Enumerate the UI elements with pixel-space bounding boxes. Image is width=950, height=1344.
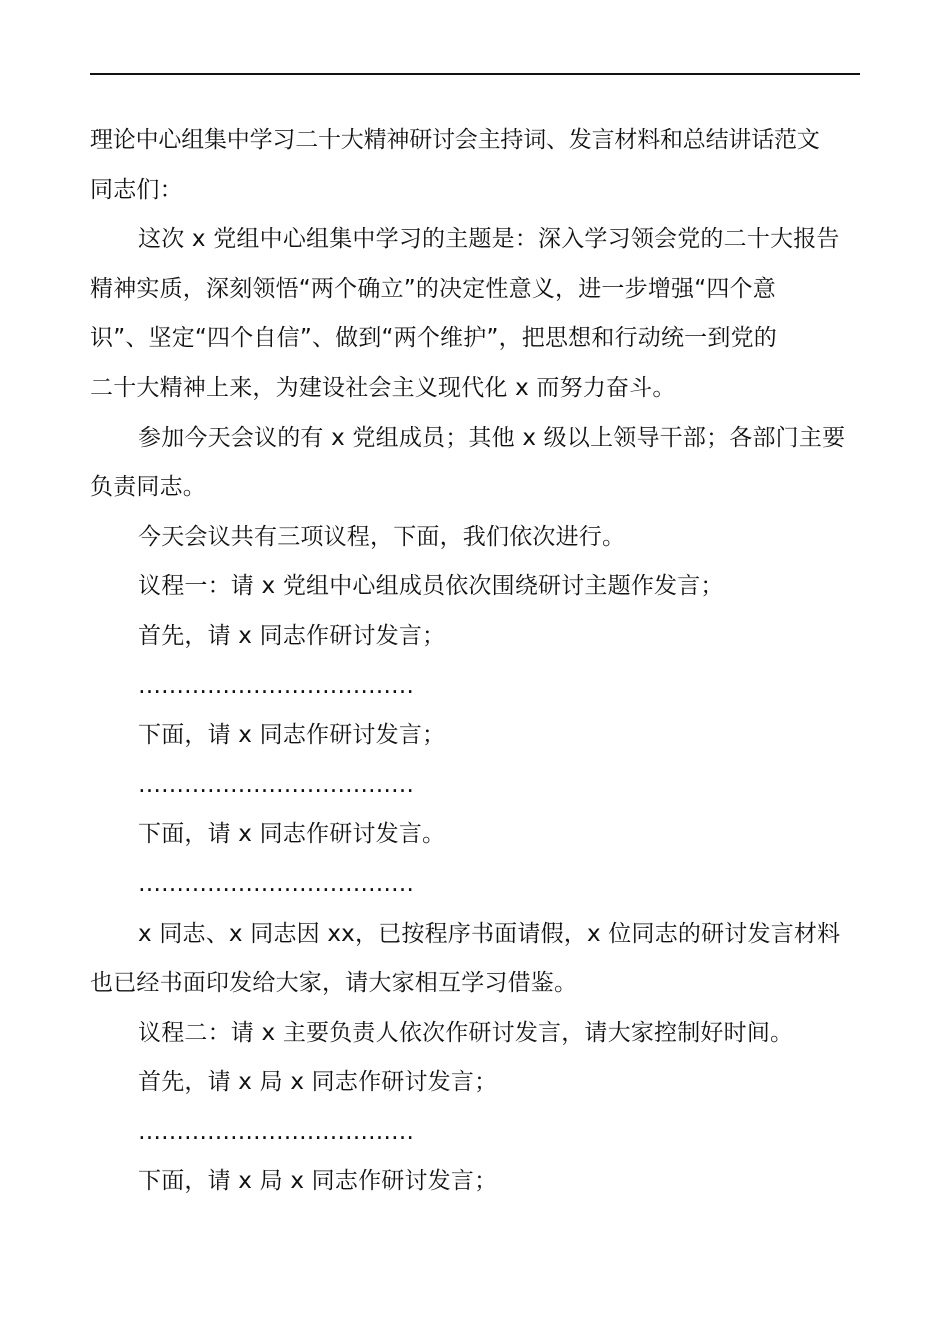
speech-line: 首先，请 x 同志作研讨发言； [138, 622, 446, 649]
speech-line: 下面，请 x 局 x 同志作研讨发言； [138, 1168, 498, 1195]
speech-line: 下面，请 x 同志作研讨发言； [138, 722, 446, 749]
ellipsis-line: ……………………………… [138, 1118, 414, 1145]
header-rule [90, 73, 860, 75]
document-title: 理论中心组集中学习二十大精神研讨会主持词、发言材料和总结讲话范文 [90, 127, 820, 153]
paragraph-line: 也已经书面印发给大家，请大家相互学习借鉴。 [90, 970, 578, 997]
ellipsis-line: ……………………………… [138, 771, 414, 798]
speech-line: 首先，请 x 局 x 同志作研讨发言； [138, 1069, 498, 1096]
agenda-item-one: 议程一：请 x 党组中心组成员依次围绕研讨主题作发言； [138, 573, 724, 600]
paragraph-line: 二十大精神上来，为建设社会主义现代化 x 而努力奋斗。 [90, 374, 676, 401]
paragraph-line: x 同志、x 同志因 xx，已按程序书面请假，x 位同志的研讨发言材料 [138, 920, 841, 947]
paragraph-line: 负责同志。 [90, 474, 206, 501]
paragraph-line: 这次 x 党组中心组集中学习的主题是：深入学习领会党的二十大报告 [138, 226, 840, 253]
agenda-item-two: 议程二：请 x 主要负责人依次作研讨发言，请大家控制好时间。 [138, 1019, 794, 1046]
ellipsis-line: ……………………………… [138, 672, 414, 699]
paragraph-line: 参加今天会议的有 x 党组成员；其他 x 级以上领导干部；各部门主要 [138, 424, 846, 451]
greeting: 同志们： [90, 176, 183, 203]
paragraph-line: 精神实质，深刻领悟“两个确立”的决定性意义，进一步增强“四个意 [90, 275, 776, 302]
ellipsis-line: ……………………………… [138, 870, 414, 897]
document-body [90, 116, 860, 1207]
speech-line: 下面，请 x 同志作研讨发言。 [138, 821, 446, 848]
paragraph-line: 识”、坚定“四个自信”、做到“两个维护”，把思想和行动统一到党的 [90, 325, 777, 352]
paragraph-line: 今天会议共有三项议程，下面，我们依次进行。 [138, 523, 626, 550]
